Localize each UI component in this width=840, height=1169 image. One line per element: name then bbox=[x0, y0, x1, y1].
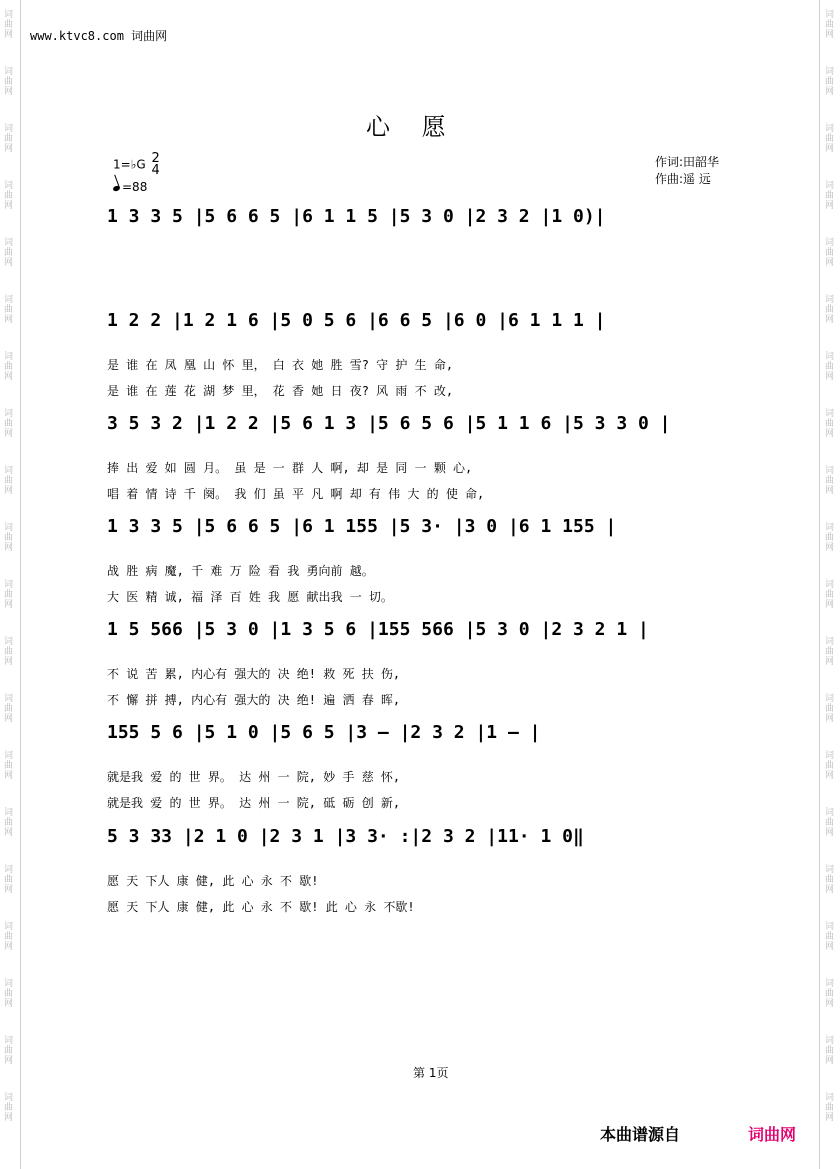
watermark-text: 词 曲 网 bbox=[825, 922, 835, 952]
composer: 作曲:遥 远 bbox=[655, 172, 711, 186]
watermark-text: 词 曲 网 bbox=[4, 922, 14, 952]
notation-row: 3 5 3 2 |1 2 2 |5 6 1 3 |5 6 5 6 |5 1 1 6 |5 3 3 0 | bbox=[107, 413, 671, 434]
tempo-value: =88 bbox=[122, 180, 148, 194]
notation-row: 1 3 3 5 |5 6 6 5 |6 1 155 |5 3· |3 0 |6 1 155 | bbox=[107, 516, 617, 537]
watermark-text: 词 曲 网 bbox=[825, 409, 835, 439]
watermark-text: 词 曲 网 bbox=[4, 751, 14, 781]
song-title: 心 愿 bbox=[366, 113, 458, 141]
page-number: 第 1页 bbox=[413, 1066, 449, 1080]
lyric-line: 不 懈 拼 搏, 内心有 强大的 决 绝! 遍 洒 春 晖, bbox=[107, 693, 401, 707]
watermark-text: 词 曲 网 bbox=[825, 1093, 835, 1123]
watermark-text: 词 曲 网 bbox=[4, 637, 14, 667]
key-signature bbox=[113, 153, 160, 177]
watermark-text: 词 曲 网 bbox=[4, 10, 14, 40]
lyric-line: 捧 出 爱 如 圆 月。 虽 是 一 群 人 啊, 却 是 同 一 颗 心, bbox=[107, 461, 473, 475]
time-signature bbox=[151, 153, 159, 177]
watermark-text: 词 曲 网 bbox=[4, 466, 14, 496]
watermark-text: 词 曲 网 bbox=[4, 352, 14, 382]
watermark-text: 词 曲 网 bbox=[825, 1036, 835, 1066]
watermark-text: 词 曲 网 bbox=[825, 580, 835, 610]
watermark-text: 词 曲 网 bbox=[825, 352, 835, 382]
notation-row: 155 5 6 |5 1 0 |5 6 5 |3 — |2 3 2 |1 — | bbox=[107, 722, 541, 743]
brand-logo[interactable]: 词曲网 bbox=[748, 1125, 797, 1144]
watermark-text: 词 曲 网 bbox=[825, 979, 835, 1009]
watermark-text: 词 曲 网 bbox=[825, 238, 835, 268]
watermark-text: 词 曲 网 bbox=[825, 523, 835, 553]
notation-row: 1 5 566 |5 3 0 |1 3 5 6 |155 566 |5 3 0 |2 3 2 1 | bbox=[107, 619, 649, 640]
watermark-text: 词 曲 网 bbox=[4, 808, 14, 838]
lyric-line: 不 说 苦 累, 内心有 强大的 决 绝! 救 死 扶 伤, bbox=[107, 667, 401, 681]
watermark-text: 词 曲 网 bbox=[825, 637, 835, 667]
watermark-text: 词 曲 网 bbox=[825, 808, 835, 838]
watermark-text: 词 曲 网 bbox=[4, 181, 14, 211]
watermark-text: 词 曲 网 bbox=[825, 751, 835, 781]
lyric-line: 愿 天 下人 康 健, 此 心 永 不 歇! 此 心 永 不歇! bbox=[107, 900, 415, 914]
watermark-text: 词 曲 网 bbox=[825, 181, 835, 211]
lyricist: 作词:田韶华 bbox=[655, 155, 720, 169]
watermark-text: 词 曲 网 bbox=[4, 979, 14, 1009]
watermark-text: 词 曲 网 bbox=[825, 295, 835, 325]
watermark-text: 词 曲 网 bbox=[4, 865, 14, 895]
source-label: 本曲谱源自 bbox=[600, 1125, 681, 1144]
watermark-text: 词 曲 网 bbox=[4, 1093, 14, 1123]
watermark-text: 词 曲 网 bbox=[4, 409, 14, 439]
watermark-text: 词 曲 网 bbox=[4, 67, 14, 97]
watermark-text: 词 曲 网 bbox=[4, 694, 14, 724]
left-watermark-strip bbox=[0, 0, 21, 1169]
watermark-text: 词 曲 网 bbox=[4, 238, 14, 268]
watermark-text: 词 曲 网 bbox=[4, 295, 14, 325]
watermark-text: 词 曲 网 bbox=[4, 1036, 14, 1066]
notation-row: 1 2 2 |1 2 1 6 |5 0 5 6 |6 6 5 |6 0 |6 1 1 1 | bbox=[107, 310, 606, 331]
lyric-line: 是 谁 在 凤 凰 山 怀 里， 白 衣 她 胜 雪? 守 护 生 命, bbox=[107, 358, 454, 372]
watermark-text: 词 曲 网 bbox=[825, 10, 835, 40]
lyric-line: 就是我 爱 的 世 界。 达 州 一 院, 妙 手 慈 怀, bbox=[107, 770, 401, 784]
watermark-text: 词 曲 网 bbox=[825, 865, 835, 895]
site-url[interactable]: www.ktvc8.com 词曲网 bbox=[30, 29, 168, 43]
watermark-text: 词 曲 网 bbox=[4, 124, 14, 154]
lyric-line: 就是我 爱 的 世 界。 达 州 一 院, 砥 砺 创 新, bbox=[107, 796, 401, 810]
watermark-text: 词 曲 网 bbox=[825, 67, 835, 97]
time-top: 2 bbox=[151, 151, 160, 166]
watermark-text: 词 曲 网 bbox=[825, 694, 835, 724]
lyric-line: 战 胜 病 魔, 千 难 万 险 看 我 勇向前 越。 bbox=[107, 564, 374, 578]
lyric-line: 唱 着 情 诗 千 阕。 我 们 虽 平 凡 啊 却 有 伟 大 的 使 命, bbox=[107, 487, 485, 501]
watermark-text: 词 曲 网 bbox=[825, 466, 835, 496]
right-watermark-strip bbox=[819, 0, 840, 1169]
watermark-text: 词 曲 网 bbox=[4, 523, 14, 553]
watermark-text: 词 曲 网 bbox=[825, 124, 835, 154]
key-label: 1=♭G bbox=[113, 157, 146, 172]
lyric-line: 愿 天 下人 康 健, 此 心 永 不 歇! bbox=[107, 874, 319, 888]
lyric-line: 大 医 精 诚, 福 泽 百 姓 我 愿 献出我 一 切。 bbox=[107, 590, 393, 604]
tempo-marking bbox=[113, 180, 147, 194]
watermark-text: 词 曲 网 bbox=[4, 580, 14, 610]
notation-row: 5 3 33 |2 1 0 |2 3 1 |3 3· :|2 3 2 |11· 1 0‖ bbox=[107, 826, 584, 847]
notation-row: 1 3 3 5 |5 6 6 5 |6 1 1 5 |5 3 0 |2 3 2 |1 0)| bbox=[107, 206, 606, 227]
lyric-line: 是 谁 在 莲 花 湖 梦 里， 花 香 她 日 夜? 风 雨 不 改, bbox=[107, 384, 454, 398]
quarter-note-icon bbox=[112, 185, 120, 192]
time-bottom: 4 bbox=[151, 163, 160, 178]
